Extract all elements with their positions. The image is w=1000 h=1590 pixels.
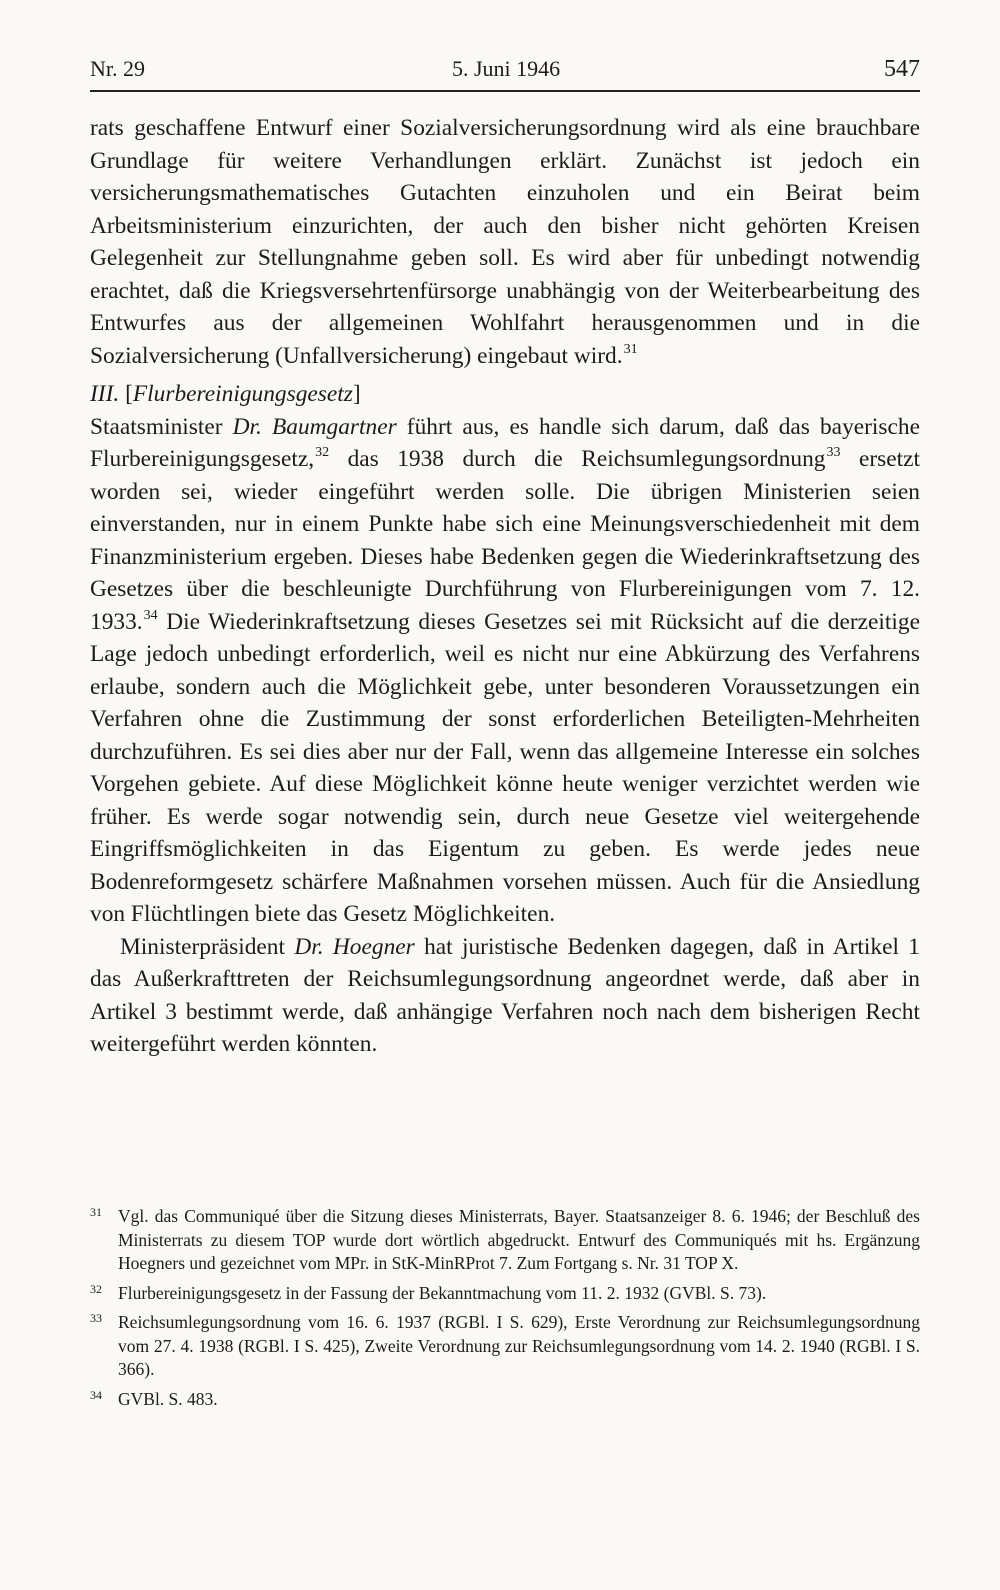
- footnote-ref-34[interactable]: 34: [143, 607, 158, 623]
- section-number: III.: [90, 381, 120, 407]
- session-date: 5. Juni 1946: [452, 56, 561, 81]
- paragraph-2-lead: Staatsminister: [90, 413, 233, 440]
- paragraph-2-text-e: Die Wiederinkraftsetzung dieses Gesetzes sei mit Rücksicht auf die derzeitige Lage jedoch unbedingt erforderlich, weil es nicht nur eine Abkürzung des Verfahrens erlaube, sondern auch die Möglichkeit gebe, unter besonderen Voraussetzungen ein Verfahren ohne die Zustimmung der sonst erforderlichen Beteiligten-Mehrheiten durchzuführen. Es sei dies aber nur der Fall, wenn das allgemeine Interesse ein solches Vorgehen gebiete. Auf diese Möglichkeit könne heute weniger verzichtet werden wie früher. Es werde sogar notwendig sein, durch neue Gesetze viel weitergehende Eingriffsmöglichkeiten in das Eigentum zu geben. Es werde jedes neue Bodenreformgesetz schärfere Maßnahmen vorsehen müssen. Auch für die Ansiedlung von Flüchtlingen biete das Gesetz Möglichkeiten.: [90, 608, 920, 927]
- paragraph-2-text-c: das 1938 durch die Reichsumlegungsordnung: [329, 446, 826, 472]
- paragraph-2-text-d: ersetzt worden sei, wieder eingeführt werden solle. Die übrigen Ministerien seien einverstanden, nur in einem Punkte habe sich eine Meinungsverschiedenheit mit dem Finanzministerium ergeben. Dieses habe Bedenken gegen die Wiederinkraftsetzung des Gesetzes über die beschleunigte Durchführung von Flurbereinigungen vom 7. 12. 1933.: [90, 446, 920, 635]
- paragraph-3-lead: Ministerpräsident: [120, 933, 295, 960]
- footnote-number: 32: [90, 1281, 102, 1296]
- section-title: Flurbereinigungsgesetz: [132, 381, 353, 407]
- footnote-number: 33: [90, 1311, 102, 1325]
- footnote-number: 34: [90, 1387, 102, 1402]
- footnote-34: [90, 1388, 920, 1412]
- footnote-number: 31: [90, 1205, 102, 1219]
- page-number: 547: [884, 56, 920, 82]
- running-header: [90, 56, 920, 88]
- footnote-text: Vgl. das Communiqué über die Sitzung dieses Ministerrats, Bayer. Staatsanzeiger 8. 6. 1946; der Beschluß des Ministerrats zu diesem TOP wurde dort wörtlich abgedruckt. Entwurf des Communiqués mit hs. Ergänzung Hoegners und gezeichnet vom MPr. in StK-MinRProt 7. Zum Fortgang s. Nr. 31 TOP X.: [118, 1206, 920, 1273]
- speaker-name-baumgartner: Dr. Baumgartner: [232, 413, 397, 440]
- main-text: [90, 112, 920, 1061]
- paragraph-2: [90, 411, 920, 931]
- footnote-33: [90, 1311, 920, 1382]
- paragraph-2-text-b: führt aus, es handle sich darum, daß das bayerische Flurbereinigungsgesetz,: [90, 413, 920, 472]
- footnote-32: [90, 1282, 920, 1306]
- paragraph-1: [90, 112, 920, 372]
- speaker-name-hoegner: Dr. Hoegner: [294, 933, 415, 960]
- header-rule: [90, 90, 920, 92]
- footnote-text: GVBl. S. 483.: [118, 1388, 218, 1409]
- paragraph-3-text: hat juristische Bedenken dagegen, daß in Artikel 1 das Außerkrafttreten der Reichsumlegungsordnung angeordnet werde, daß aber in Artikel 3 bestimmt werde, daß anhängige Verfahren noch nach dem bisherigen Recht weitergeführt werden könnten.: [90, 933, 920, 1057]
- footnote-ref-31[interactable]: 31: [623, 341, 638, 357]
- footnote-text: Reichsumlegungsordnung vom 16. 6. 1937 (RGBl. I S. 629), Erste Verordnung zur Reichsumlegungsordnung vom 27. 4. 1938 (RGBl. I S. 425), Zweite Verordnung zur Reichsumlegungsordnung vom 14. 2. 1940 (RGBl. I S. 366).: [118, 1312, 920, 1379]
- footnote-text: Flurbereinigungsgesetz in der Fassung der Bekanntmachung vom 11. 2. 1932 (GVBl. S. 73).: [118, 1282, 767, 1303]
- footnote-ref-32[interactable]: 32: [315, 445, 330, 460]
- footnotes: [90, 1205, 920, 1417]
- paragraph-1-text: rats geschaffene Entwurf einer Sozialversicherungsordnung wird als eine brauchbare Grundlage für weitere Verhandlungen erklärt. Zunächst ist jedoch ein versicherungsmathematisches Gutachten einzuholen und ein Beirat beim Arbeitsministerium einzurichten, der auch den bisher nicht gehörten Kreisen Gelegenheit zur Stellungnahme geben soll. Es wird aber für unbedingt notwendig erachtet, daß die Kriegsversehrtenfürsorge unabhängig von der Weiterbearbeitung des Entwurfes aus der allgemeinen Wohlfahrt herausgenommen und in die Sozialversicherung (Unfallversicherung) eingebaut wird.: [90, 115, 920, 369]
- section-heading: III. [Flurbereinigungsgesetz]: [90, 381, 361, 407]
- footnote-31: [90, 1205, 920, 1276]
- paragraph-3: [90, 931, 920, 1061]
- footnote-ref-33[interactable]: 33: [826, 445, 841, 460]
- issue-number: Nr. 29: [90, 56, 145, 81]
